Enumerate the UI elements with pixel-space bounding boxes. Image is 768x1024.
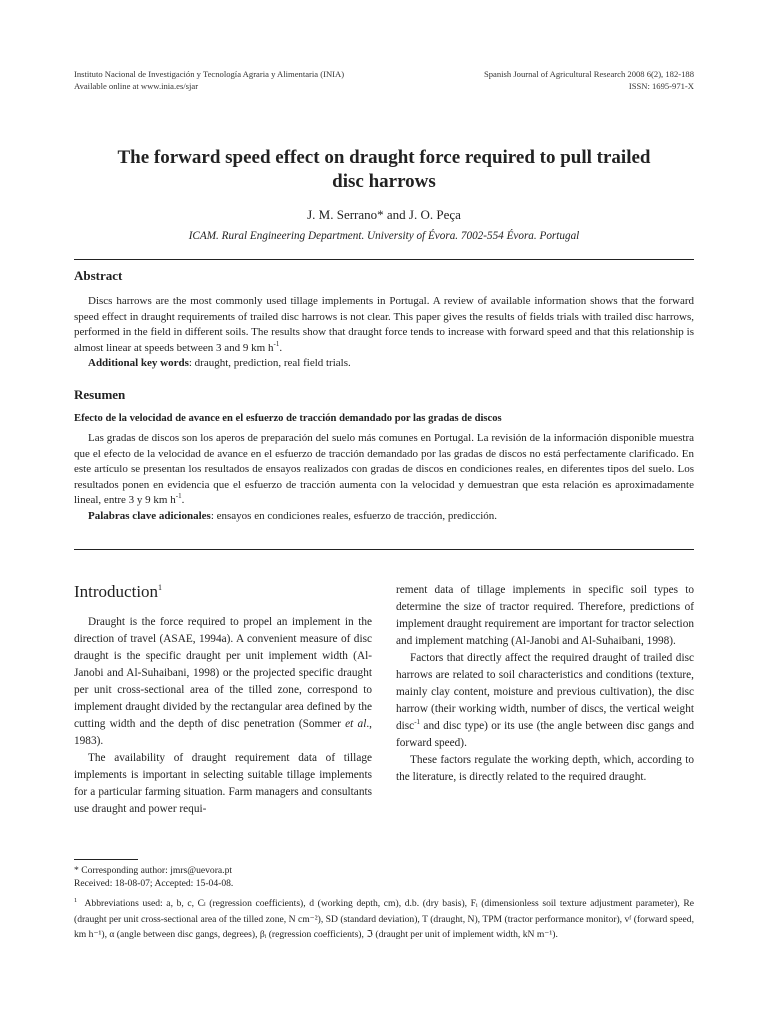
journal-citation: Spanish Journal of Agricultural Research 2008 6(2), 182-188 [483,69,694,79]
resumen-end: . [181,494,185,507]
paper-title [74,146,694,194]
journal-header [484,69,694,92]
abbrev-footnote-number: 1 [74,897,78,904]
introduction-heading-text: Introduction [74,582,159,601]
title-line-1: The forward speed effect on draught force required to pull trailed [117,147,651,168]
issn: ISSN: 1695-971-X [628,80,694,91]
resumen-text: Las gradas de discos son los aperos de preparación del suelo más comunes en Portugal. La revisión de la información disponible muestra que el efecto de la velocidad de avance en el esfuerzo de tracción demandado por las gradas de discos no está perfectamente clarificado. En este artículo se presentan los resultados de ensayos realizados con gradas de discos en condiciones reales, en diferentes tipos del suelo. Los resultados ponen en evidencia que el esfuerzo de tracción aumenta con la velocidad y demuestran que esta relación es aproximadamente lineal, entre 3 y 9 km h [74,432,694,507]
intro-paragraph-3: rement data of tillage implements in specific soil types to determine the size of tractor required. Therefore, predictions of implement draught requirement are important for tractor selection and implement matching (Al-Janobi and Al-Suhaibani, 1998). [396,584,694,647]
intro-paragraph-4 [396,650,694,752]
introduction-heading [74,582,162,602]
intro-paragraph-2: The availability of draught requirement data of tillage implements is important in selecting suitable tillage implements for a particular farming situation. Farm managers and consultants use draught and power requi- [74,752,372,815]
resumen-body [74,431,694,525]
abstract-heading: Abstract [74,268,123,283]
intro-p1-text: Draught is the force required to propel an implement in the direction of travel (ASAE, 1994a). A convenient measure of disc draught is the specific draught per unit implement width (Al-Janobi and Al-Suhaibani, 1998) or the projected specific draught per unit cross-sectional area of the tilled zone, correspond to implement draught divided by the rectangular area defined by the cutting width and the depth of disc penetration (Sommer [74,616,372,730]
abstract-end: . [279,341,283,354]
publisher-name: Instituto Nacional de Investigación y Tecnología Agraria y Alimentaria (INIA) [74,69,345,79]
abstract-body [74,294,694,372]
intro-p4-text: Factors that directly affect the required draught of trailed disc harrows are related to soil characteristics and conditions (texture, mainly clay content, moisture and previous cultivation), the disc harrow (their working width, number of discs, the vertical weight disc [396,652,694,732]
footnote-marker: 1 [158,583,163,592]
abstract-text: Discs harrows are the most commonly used tillage implements in Portugal. A review of available information shows that the forward speed effect in draught requirements of trailed disc harrows is not clear. This paper gives the results of fields trials with trailed disc harrows, performed in the field in different soils. The results show that draught force tends to increase with forward speed and that this relationship is almost linear at speeds between 3 and 9 km h [74,295,694,354]
intro-p1-end: ., 1983). [74,718,372,747]
intro-right-column [396,582,694,786]
rule-top [74,259,694,260]
intro-p1-etal: et al [345,718,367,730]
publisher-header [74,69,344,92]
intro-p4-end: and disc type) or its use (the angle between disc gangs and forward speed). [396,720,694,749]
received-dates: Received: 18-08-07; Accepted: 15-04-08. [74,878,234,889]
abbrev-text: Abbreviations used: a, b, c, Cₗ (regression coefficients), d (working depth, cm), d.b. (dry basis), Fᵢ (dimensionless soil texture adjustment parameter), Re (draught per unit cross-sectional area of the tilled zone, N cm⁻²), SD (standard deviation), T (draught, N), TPM (tractor performance monitor), vᶠ (forward speed, km h⁻¹), α (angle between disc gangs, degrees), βᵢ (regression coefficients), ℑ (draught per unit of implement width, kN m⁻¹). [74,898,695,941]
title-line-2: disc harrows [332,171,436,192]
intro-left-column [74,614,372,818]
rule-bottom [74,549,694,550]
availability-line: Available online at www.inia.es/sjar [74,80,199,91]
resumen-keywords: : ensayos en condiciones reales, esfuerzo de tracción, predicción. [210,509,498,522]
intro-paragraph-5: These factors regulate the working depth, which, according to the literature, is directly related to the required draught. [396,754,694,783]
abstract-keywords: : draught, prediction, real field trials. [188,357,351,370]
abstract-keywords-label: Additional key words [88,357,189,370]
intro-p4-sup: -1 [414,718,421,726]
abstract-unit-sup: -1 [273,339,280,348]
resumen-keywords-label: Palabras clave adicionales [88,509,211,522]
affiliation: ICAM. Rural Engineering Department. University of Évora. 7002-554 Évora. Portugal [188,230,580,242]
authors: J. M. Serrano* and J. O. Peça [307,207,461,222]
corresponding-author: * Corresponding author: jmrs@uevora.pt [74,865,233,876]
resumen-heading: Resumen [74,387,126,402]
footnote-rule [74,859,138,860]
resumen-subtitle: Efecto de la velocidad de avance en el esfuerzo de tracción demandado por las gradas de discos [74,413,502,424]
resumen-unit-sup: -1 [175,492,182,501]
intro-paragraph-1 [74,614,372,750]
abbreviations-footnote [74,896,694,943]
